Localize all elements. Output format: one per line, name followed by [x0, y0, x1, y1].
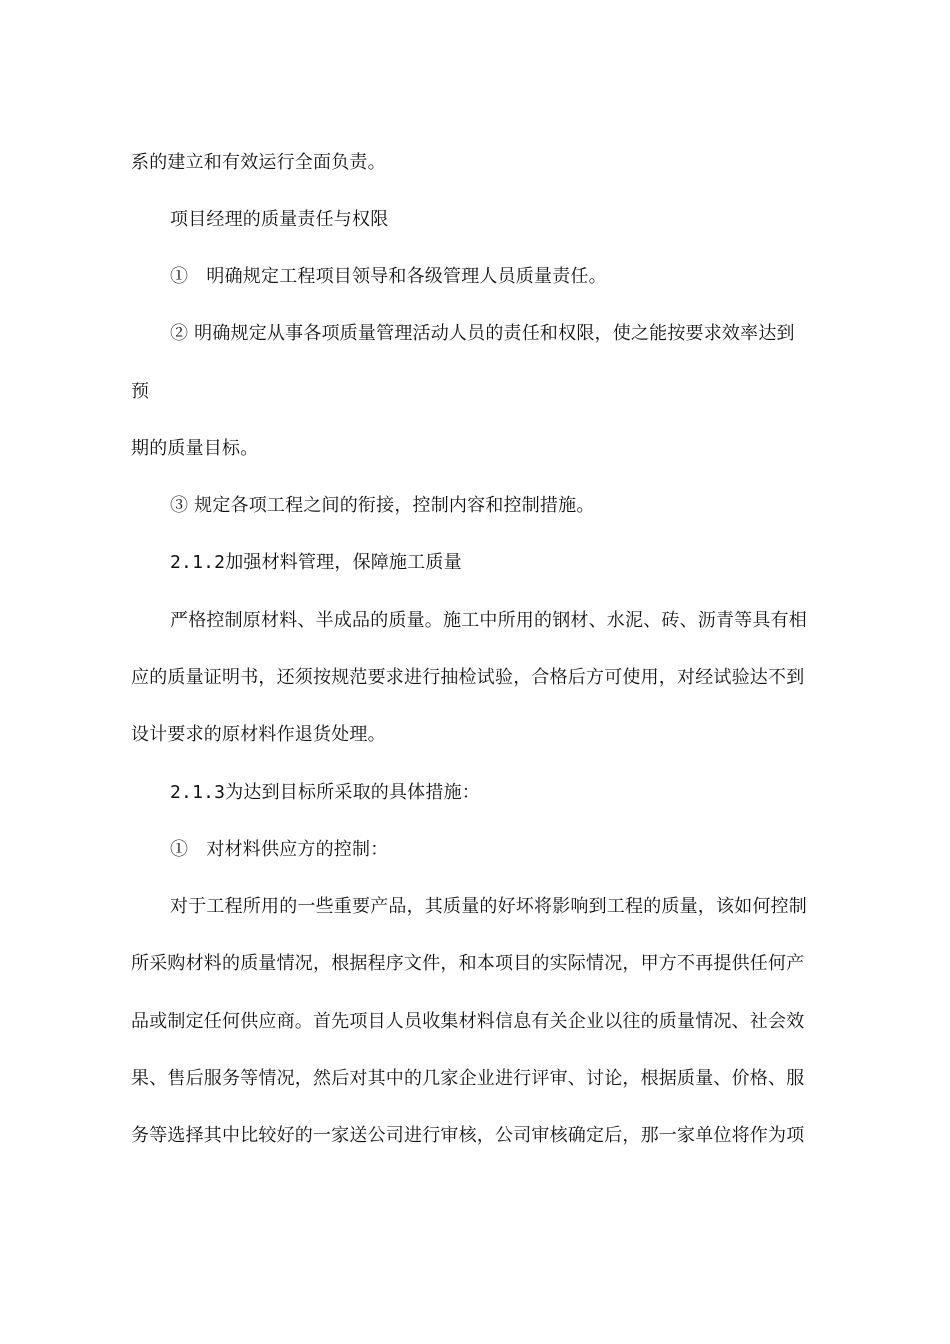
list-item-2: ② 明确规定从事各项质量管理活动人员的责任和权限，使之能按要求效率达到 [170, 323, 795, 344]
section-title: 加强材料管理，保障施工质量 [225, 552, 462, 573]
section-heading-2-1-2 [170, 551, 890, 575]
list-item-2-wrap-a: 预 [131, 381, 150, 402]
list-item-supplier-control: ① 对材料供应方的控制： [170, 839, 389, 860]
section-title: 为达到目标所采取的具体措施： [225, 782, 480, 803]
paragraph-supplier-line-3: 品或制定任何供应商。首先项目人员收集材料信息有关企业以往的质量情况、社会效 [131, 1011, 805, 1032]
section-heading-pm-responsibility: 项目经理的质量责任与权限 [170, 209, 389, 230]
list-item-3: ③ 规定各项工程之间的衔接，控制内容和控制措施。 [170, 495, 595, 516]
paragraph-supplier-line-2: 所采购材料的质量情况，根据程序文件，和本项目的实际情况，甲方不再提供任何产 [131, 953, 805, 974]
paragraph-supplier-line-1: 对于工程所用的一些重要产品，其质量的好坏将影响到工程的质量，该如何控制 [170, 896, 807, 917]
section-number: 2.1.2 [170, 552, 226, 573]
list-item-1: ① 明确规定工程项目领导和各级管理人员质量责任。 [170, 266, 607, 287]
list-item-2-wrap-b: 期的质量目标。 [131, 438, 259, 459]
paragraph-continuation: 系的建立和有效运行全面负责。 [131, 152, 386, 173]
paragraph-materials-line-2: 应的质量证明书，还须按规范要求进行抽检试验，合格后方可使用，对经试验达不到 [131, 667, 805, 688]
paragraph-materials-line-3: 设计要求的原材料作退货处理。 [131, 724, 386, 745]
paragraph-supplier-line-5: 务等选择其中比较好的一家送公司进行审核，公司审核确定后，那一家单位将作为项 [131, 1125, 805, 1146]
paragraph-supplier-line-4: 果、售后服务等情况，然后对其中的几家企业进行评审、讨论，根据质量、价格、服 [131, 1068, 805, 1089]
section-heading-2-1-3 [170, 781, 890, 805]
paragraph-materials-line-1: 严格控制原材料、半成品的质量。施工中所用的钢材、水泥、砖、沥青等具有相 [170, 610, 807, 631]
section-number: 2.1.3 [170, 782, 226, 803]
